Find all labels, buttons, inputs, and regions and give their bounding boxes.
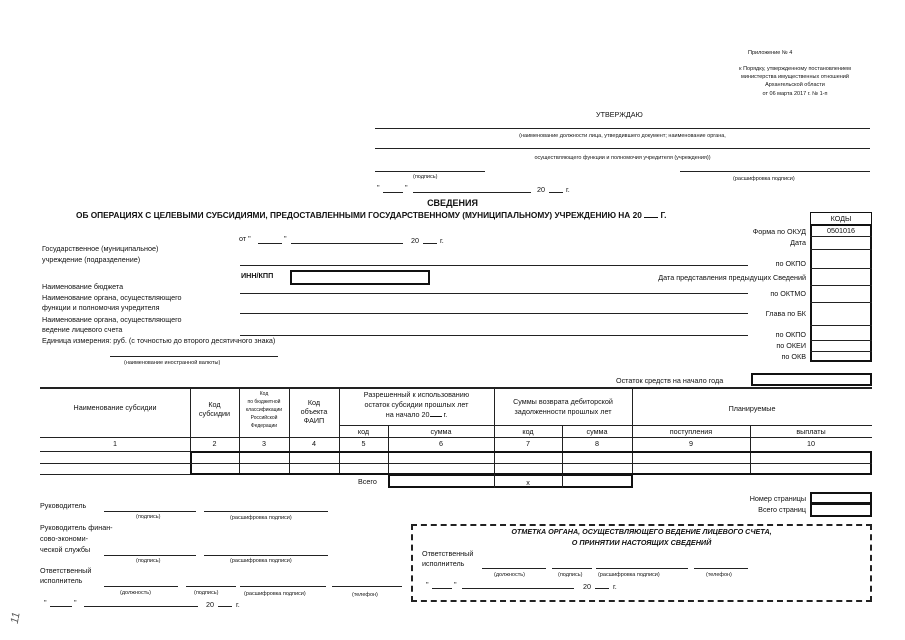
mark-date-suffix: г. [613, 582, 617, 591]
fin-label-2: сово-экономи- [40, 534, 89, 543]
th-allowed-l1: Разрешенный к использованию [363, 390, 470, 399]
total-divider [562, 474, 563, 488]
th-bk-code-l1: Код [259, 391, 269, 397]
th-allowed-l3-suffix: г. [443, 410, 448, 419]
th-allowed-l2: остаток субсидии прошлых лет [364, 400, 469, 409]
col-num-10: 10 [807, 439, 815, 448]
th-bk-code [239, 390, 289, 430]
margin-handwritten-note: 11 [8, 611, 23, 625]
appendix-line-1: Приложение № 4 [748, 50, 793, 56]
document-title: СВЕДЕНИЯ [427, 198, 478, 208]
resp-sign-caption: (подпись) [194, 590, 219, 596]
th-return-l1: Суммы возврата дебиторской [513, 397, 613, 406]
appendix-line-3: министерства имущественных отношений [741, 74, 849, 80]
currency-caption: (наименование иностранной валюты) [124, 360, 221, 366]
mark-date-month-line[interactable] [462, 588, 574, 589]
balance-label: Остаток средств на начало года [616, 376, 724, 385]
approve-date-year-line [549, 192, 563, 193]
resp-decode-line[interactable] [240, 586, 326, 587]
resp-position-caption: (должность) [120, 590, 151, 596]
col-num-2: 2 [212, 439, 217, 448]
from-day-line [258, 243, 282, 244]
th-bk-code-l2: по бюджетной [247, 399, 281, 405]
ledger-field-line[interactable] [240, 335, 748, 336]
organ-label-1: Наименование органа, осуществляющего [42, 293, 182, 302]
mark-date-close-quote: " [454, 580, 457, 589]
resp-label-1: Ответственный [40, 566, 92, 575]
sign-date-year-line[interactable] [218, 606, 232, 607]
th-subsidy-code-l1: Код [208, 400, 221, 409]
mark-decode-line[interactable] [596, 568, 688, 569]
approve-date-open-quote: " [377, 183, 380, 192]
th-subsidy-name: Наименование субсидии [73, 403, 157, 412]
col-num-1: 1 [113, 439, 117, 448]
mark-position-caption: (должность) [494, 572, 525, 578]
budget-field-line[interactable] [240, 293, 748, 294]
from-suffix: г. [440, 236, 444, 245]
table-top-border [40, 387, 872, 389]
total-pages-box[interactable] [810, 503, 872, 517]
sign-date-open-quote: " [44, 598, 47, 607]
mark-title-2: О ПРИНЯТИИ НАСТОЯЩИХ СВЕДЕНИЙ [571, 538, 712, 547]
codes-row-sep [810, 236, 872, 237]
head-decode-line[interactable] [204, 511, 328, 512]
balance-input-box[interactable] [751, 373, 872, 386]
approve-decode-line [680, 171, 870, 172]
table-numbers-top-line [40, 437, 872, 438]
th-income: поступления [669, 427, 713, 436]
mark-position-line[interactable] [482, 568, 546, 569]
codes-row-sep [810, 249, 872, 250]
th-faip-code-l1: Код [307, 398, 321, 407]
mark-resp-label-2: исполнитель [422, 559, 465, 568]
appendix-line-2: к Порядку, утвержденному постановлением [739, 66, 851, 72]
th-subsidy-code [190, 400, 239, 418]
page-number-label: Номер страницы [749, 494, 806, 503]
table-row-line [40, 451, 190, 452]
codes-row-sep [810, 340, 872, 341]
institution-label-2: учреждение (подразделение) [42, 255, 141, 264]
document-subtitle [76, 210, 666, 220]
fin-decode-caption: (расшифровка подписи) [230, 558, 292, 564]
from-quote: " [284, 234, 287, 243]
th-faip-code [289, 398, 339, 425]
resp-sign-line[interactable] [186, 586, 236, 587]
th-faip-code-l3: ФАИП [303, 416, 325, 425]
resp-label-2: исполнитель [40, 576, 83, 585]
mark-date-year-line[interactable] [595, 588, 609, 589]
th-return-sums [494, 397, 632, 417]
unit-label: Единица измерения: руб. (с точностью до второго десятичного знака) [42, 336, 276, 345]
from-label: от " [239, 234, 251, 243]
okv-label: по ОКВ [781, 352, 806, 361]
currency-field-line[interactable] [110, 356, 278, 357]
okei-label: по ОКЕИ [776, 341, 806, 350]
institution-label-1: Государственное (муниципальное) [42, 244, 159, 253]
head-decode-caption: (расшифровка подписи) [230, 515, 292, 521]
head-sign-caption: (подпись) [136, 514, 161, 520]
th-return-l2: задолженности прошлых лет [514, 407, 612, 416]
appendix-line-5: от 06 марта 2017 г. № 1-п [762, 91, 828, 97]
col-num-7: 7 [526, 439, 530, 448]
codes-header: КОДЫ [810, 212, 872, 225]
mark-date-day-line[interactable] [432, 588, 452, 589]
resp-position-line[interactable] [104, 586, 178, 587]
th-kod-2: код [522, 427, 534, 436]
organ-field-line[interactable] [240, 313, 748, 314]
approve-date-close-quote: " [405, 183, 408, 192]
okud-label: Форма по ОКУД [752, 227, 806, 236]
resp-phone-caption: (телефон) [352, 592, 378, 598]
approve-sign-caption: (подпись) [413, 174, 438, 180]
ledger-label-1: Наименование органа, осуществляющего [42, 315, 182, 324]
mark-date-open-quote: " [426, 580, 429, 589]
approve-decode-caption: (расшифровка подписи) [733, 176, 795, 182]
fin-label-1: Руководитель финан- [40, 523, 113, 532]
prev-date-label: Дата представления предыдущих Сведений [658, 273, 806, 282]
codes-row-sep [810, 268, 872, 269]
col-num-9: 9 [689, 439, 693, 448]
col-num-6: 6 [439, 439, 443, 448]
col-num-5: 5 [361, 439, 366, 448]
appendix-line-4: Архангельской области [765, 82, 825, 88]
document-subtitle-text: ОБ ОПЕРАЦИЯХ С ЦЕЛЕВЫМИ СУБСИДИЯМИ, ПРЕДОСТАВЛЕННЫМИ ГОСУДАРСТВЕННОМУ (МУНИЦИПАЛЬНОМУ) УЧРЕЖДЕНИЮ НА 20 [76, 210, 642, 220]
approve-sign-line [375, 171, 485, 172]
col-num-4: 4 [312, 439, 316, 448]
head-sign-line[interactable] [104, 511, 196, 512]
approve-date-year: 20 [537, 185, 545, 194]
th-summa: сумма [430, 427, 452, 436]
mark-title-1: ОТМЕТКА ОРГАНА, ОСУЩЕСТВЛЯЮЩЕГО ВЕДЕНИЕ ЛИЦЕВОГО СЧЕТА, [511, 527, 772, 536]
th-summa-2: сумма [586, 427, 608, 436]
col-num-3: 3 [262, 439, 266, 448]
head-label: Руководитель [40, 501, 87, 510]
fin-sign-caption: (подпись) [136, 558, 161, 564]
mark-sign-line[interactable] [552, 568, 592, 569]
bk-label: Глава по БК [765, 309, 806, 318]
codes-row-sep [810, 351, 872, 352]
fin-sign-line[interactable] [104, 555, 196, 556]
fin-label-3: ческой службы [40, 545, 91, 554]
okpo-label: по ОКПО [775, 259, 806, 268]
sign-date-close-quote: " [74, 598, 77, 607]
mark-decode-caption: (расшифровка подписи) [598, 572, 660, 578]
codes-row-sep [810, 325, 872, 326]
th-allowed-l3 [339, 410, 494, 420]
th-faip-code-l2: объекта [300, 407, 328, 416]
table-row[interactable] [190, 452, 872, 474]
document-subtitle-suffix: Г. [660, 210, 667, 220]
from-year-line [423, 243, 437, 244]
th-planned: Планируемые [728, 404, 776, 413]
mark-sign-caption: (подпись) [558, 572, 583, 578]
ledger-label-2: ведение лицевого счета [42, 325, 123, 334]
from-month-line [291, 243, 403, 244]
inn-label: ИНН/КПП [241, 271, 274, 280]
approve-caption-1: (наименование должности лица, утвердившего документ; наименование органа, [519, 133, 726, 139]
date-label: Дата [790, 238, 806, 247]
th-payment: выплаты [796, 427, 826, 436]
mark-date-year: 20 [583, 582, 591, 591]
table-subheader-line [339, 425, 872, 426]
th-bk-code-l3: классификации [245, 407, 283, 413]
subtitle-year-blank [644, 217, 658, 218]
approve-date-day-line [383, 192, 403, 193]
total-pages-label: Всего страниц [758, 505, 806, 514]
inn-input-box[interactable] [290, 270, 430, 285]
from-year: 20 [411, 236, 419, 245]
approve-date-suffix: г. [566, 185, 570, 194]
resp-phone-line[interactable] [332, 586, 402, 587]
th-allowed-balance [339, 390, 494, 420]
approve-title: УТВЕРЖДАЮ [596, 110, 643, 119]
th-bk-code-l5: Федерации [250, 423, 278, 429]
organ-label-2: функции и полномочия учредителя [42, 303, 160, 312]
mark-resp-label-1: Ответственный [422, 549, 474, 558]
total-x-mark: x [526, 478, 530, 487]
th-subsidy-code-l2: субсидии [198, 409, 231, 418]
sign-date-suffix: г. [236, 600, 240, 609]
codes-row-sep [810, 302, 872, 303]
mark-phone-line[interactable] [694, 568, 748, 569]
okpo2-label: по ОКПО [775, 330, 806, 339]
fin-decode-line[interactable] [204, 555, 328, 556]
sign-date-month-line[interactable] [84, 606, 198, 607]
th-allowed-l3-text: на начало 20 [385, 410, 430, 419]
table-row-line [40, 474, 190, 475]
okud-value: 0501016 [827, 226, 855, 235]
institution-field-line[interactable] [240, 265, 748, 266]
resp-decode-caption: (расшифровка подписи) [244, 591, 306, 597]
budget-label: Наименование бюджета [42, 282, 124, 291]
approve-caption-2: осуществляющего функции и полномочия учредителя (учреждения)) [534, 155, 711, 161]
sign-date-year: 20 [206, 600, 214, 609]
col-num-8: 8 [595, 439, 599, 448]
sign-date-day-line[interactable] [50, 606, 72, 607]
codes-column [810, 224, 872, 362]
mark-phone-caption: (телефон) [706, 572, 732, 578]
th-bk-code-l4: Российской [250, 415, 278, 421]
oktmo-label: по ОКТМО [770, 289, 806, 298]
approve-line-1 [375, 128, 870, 129]
total-label: Всего [358, 477, 377, 486]
approve-date-month-line [413, 192, 531, 193]
th-allowed-year-blank [430, 416, 442, 417]
codes-row-sep [810, 285, 872, 286]
th-kod: код [357, 427, 370, 436]
approve-line-2 [375, 148, 870, 149]
